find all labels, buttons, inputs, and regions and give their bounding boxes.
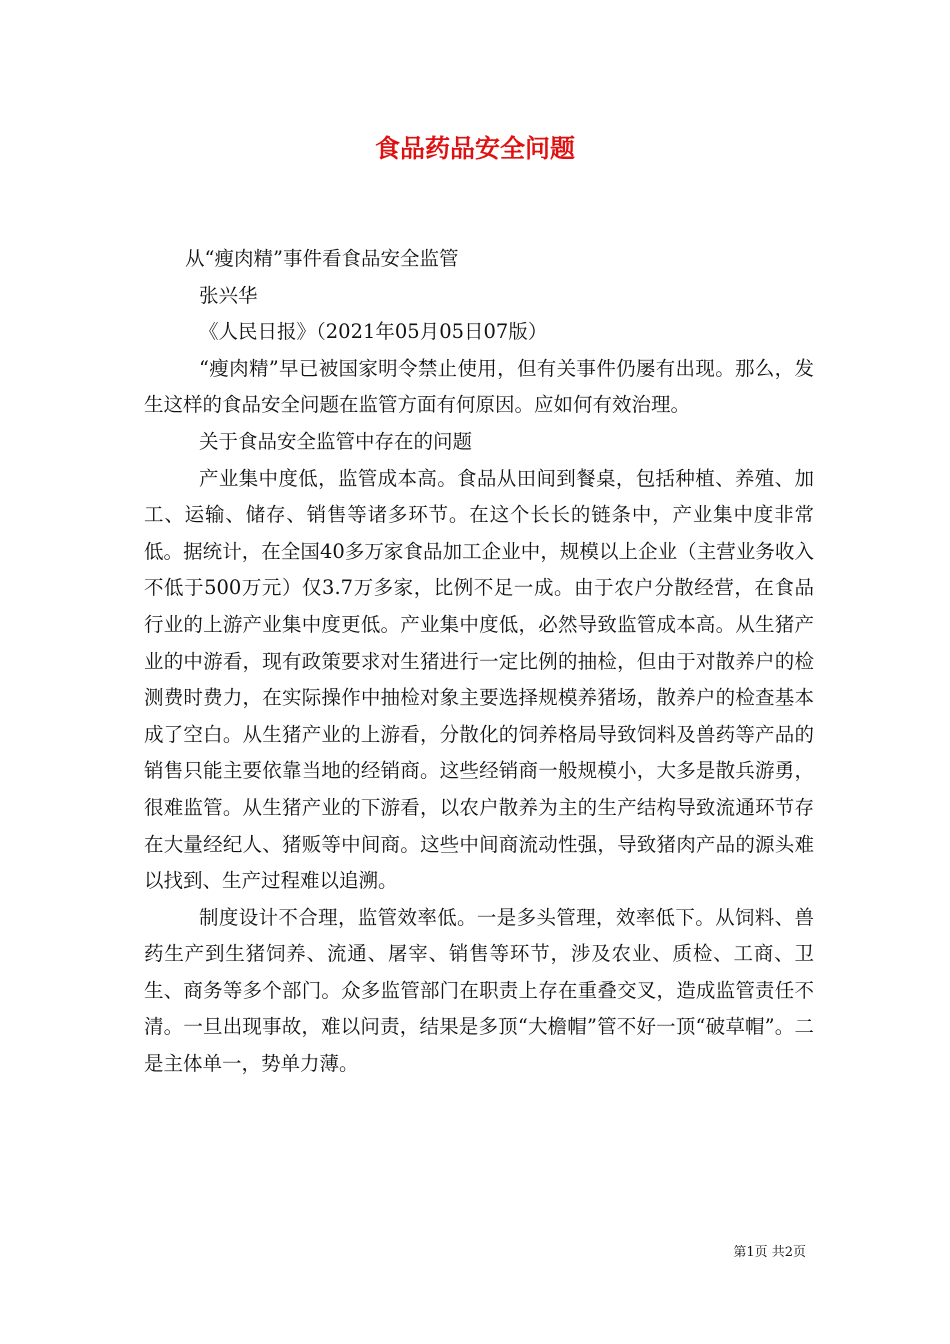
article-author: 张兴华: [199, 283, 258, 307]
page-number: 第1页 共2页: [733, 1245, 806, 1260]
paragraph-system-design: 制度设计不合理，监管效率低。一是多头管理，效率低下。从饲料、兽药生产到生猪饲养、流通、屠宰、销售等环节，涉及农业、质检、工商、卫生、商务等多个部门。众多监管部门在职责上存在重叠交叉，造成监管责任不清。一旦出现事故，难以问责，结果是多顶“大檐帽”管不好一顶“破草帽”。二是主体单一，势单力薄。: [144, 905, 814, 1076]
article-source: 《人民日报》（2021年05月05日07版）: [199, 320, 548, 344]
paragraph-industry-concentration: 产业集中度低，监管成本高。食品从田间到餐桌，包括种植、养殖、加工、运输、储存、销售等诸多环节。在这个长长的链条中，产业集中度非常低。据统计，在全国40多万家食品加工企业中，规模以上企业（主营业务收入不低于500万元）仅3.7万多家，比例不足一成。由于农户分散经营，在食品行业的上游产业集中度更低。产业集中度低，必然导致监管成本高。从生猪产业的中游看，现有政策要求对生猪进行一定比例的抽检，但由于对散养户的检测费时费力，在实际操作中抽检对象主要选择规模养猪场，散养户的检查基本成了空白。从生猪产业的上游看，分散化的饲养格局导致饲料及兽药等产品的销售只能主要依靠当地的经销商。这些经销商一般规模小，大多是散兵游勇，很难监管。从生猪产业的下游看，以农户散养为主的生产结构导致流通环节存在大量经纪人、猪贩等中间商。这些中间商流动性强，导致猪肉产品的源头难以找到、生产过程难以追溯。: [144, 466, 814, 893]
section-heading: 关于食品安全监管中存在的问题: [199, 429, 473, 453]
document-title: 食品药品安全问题: [374, 134, 575, 163]
document-body: [144, 241, 814, 1083]
article-heading: 从“瘦肉精”事件看食品安全监管: [185, 247, 459, 270]
paragraph-intro: “瘦肉精”早已被国家明令禁止使用，但有关事件仍屡有出现。那么，发生这样的食品安全问题在监管方面有何原因。应如何有效治理。: [144, 356, 814, 417]
